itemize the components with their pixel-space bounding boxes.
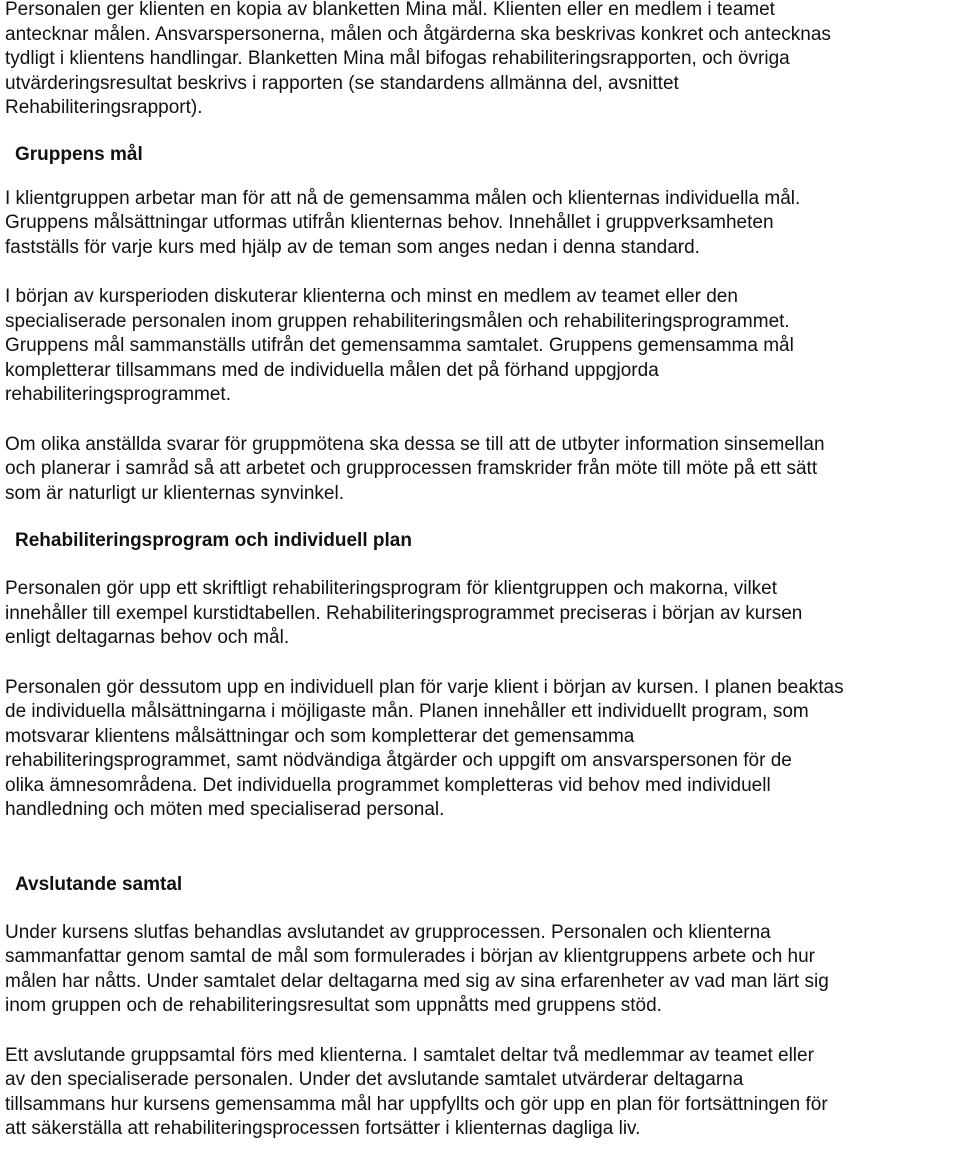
section-heading-gruppens-mal: Gruppens mål xyxy=(15,143,143,165)
document-page xyxy=(5,0,955,1142)
body-paragraph: Ett avslutande gruppsamtal förs med klienterna. I samtalet deltar två medlemmar av teamet eller av den specialiserade personalen. Under det avslutande samtalet utvärderar deltagarna tillsammans hur kursens gemensamma mål har uppfyllts och gör upp en plan för fortsättningen för att säkerställa att rehabiliteringsprocessen fortsätter i klienternas dagliga liv. xyxy=(5,1044,828,1139)
section-heading-rehabiliteringsprogram: Rehabiliteringsprogram och individuell plan xyxy=(15,530,412,551)
body-paragraph: Om olika anställda svarar för gruppmötena ska dessa se till att de utbyter information sinsemellan och planerar i samråd så att arbetet och grupprocessen framskrider från möte till möte på ett sätt som är naturligt ur klienternas synvinkel. xyxy=(5,433,825,504)
body-paragraph: I klientgruppen arbetar man för att nå de gemensamma målen och klienternas individuella mål. Gruppens målsättningar utformas utifrån klienternas behov. Innehållet i gruppverksamheten fastställs för varje kurs med hjälp av de teman som anges nedan i denna standard. xyxy=(5,187,801,258)
intro-paragraph: Personalen ger klienten en kopia av blanketten Mina mål. Klienten eller en medlem i teamet antecknar målen. Ansvarspersonerna, målen och åtgärderna ska beskrivas konkret och antecknas tydligt i klientens handlingar. Blanketten Mina mål bifogas rehabiliteringsrapporten, och övriga utvärderingsresultat beskrivs i rapporten (se standardens allmänna del, avsnittet Rehabiliteringsrapport). xyxy=(5,0,831,118)
body-paragraph: Under kursens slutfas behandlas avslutandet av grupprocessen. Personalen och klienterna sammanfattar genom samtal de mål som formulerades i början av klientgruppens arbete och hur målen har nåtts. Under samtalet delar deltagarna med sig av sina erfarenheter av vad man lärt sig inom gruppen och de rehabiliteringsresultat som uppnåtts med gruppens stöd. xyxy=(5,921,829,1016)
body-paragraph: I början av kursperioden diskuterar klienterna och minst en medlem av teamet eller den specialiserade personalen inom gruppen rehabiliteringsmålen och rehabiliteringsprogrammet. Gruppens mål sammanställs utifrån det gemensamma samtalet. Gruppens gemensamma mål kompletterar tillsammans med de individuella målen det på förhand uppgjorda rehabiliteringsprogrammet. xyxy=(5,286,794,405)
section-heading-avslutande-samtal: Avslutande samtal xyxy=(15,873,183,895)
body-paragraph: Personalen gör dessutom upp en individuell plan för varje klient i början av kursen. I planen beaktas de individuella målsättningarna i möjligaste mån. Planen innehåller ett individuellt program, som motsvarar klientens målsättningar och som kompletterar det gemensamma rehabiliteringsprogrammet, samt nödvändiga åtgärder och uppgift om ansvarspersonen för de olika ämnesområdena. Det individuella programmet kompletteras vid behov med individuell handledning och möten med specialiserad personal. xyxy=(5,676,844,820)
body-paragraph: Personalen gör upp ett skriftligt rehabiliteringsprogram för klientgruppen och makorna, vilket innehåller till exempel kurstidtabellen. Rehabiliteringsprogrammet preciseras i början av kursen enligt deltagarnas behov och mål. xyxy=(5,578,803,648)
